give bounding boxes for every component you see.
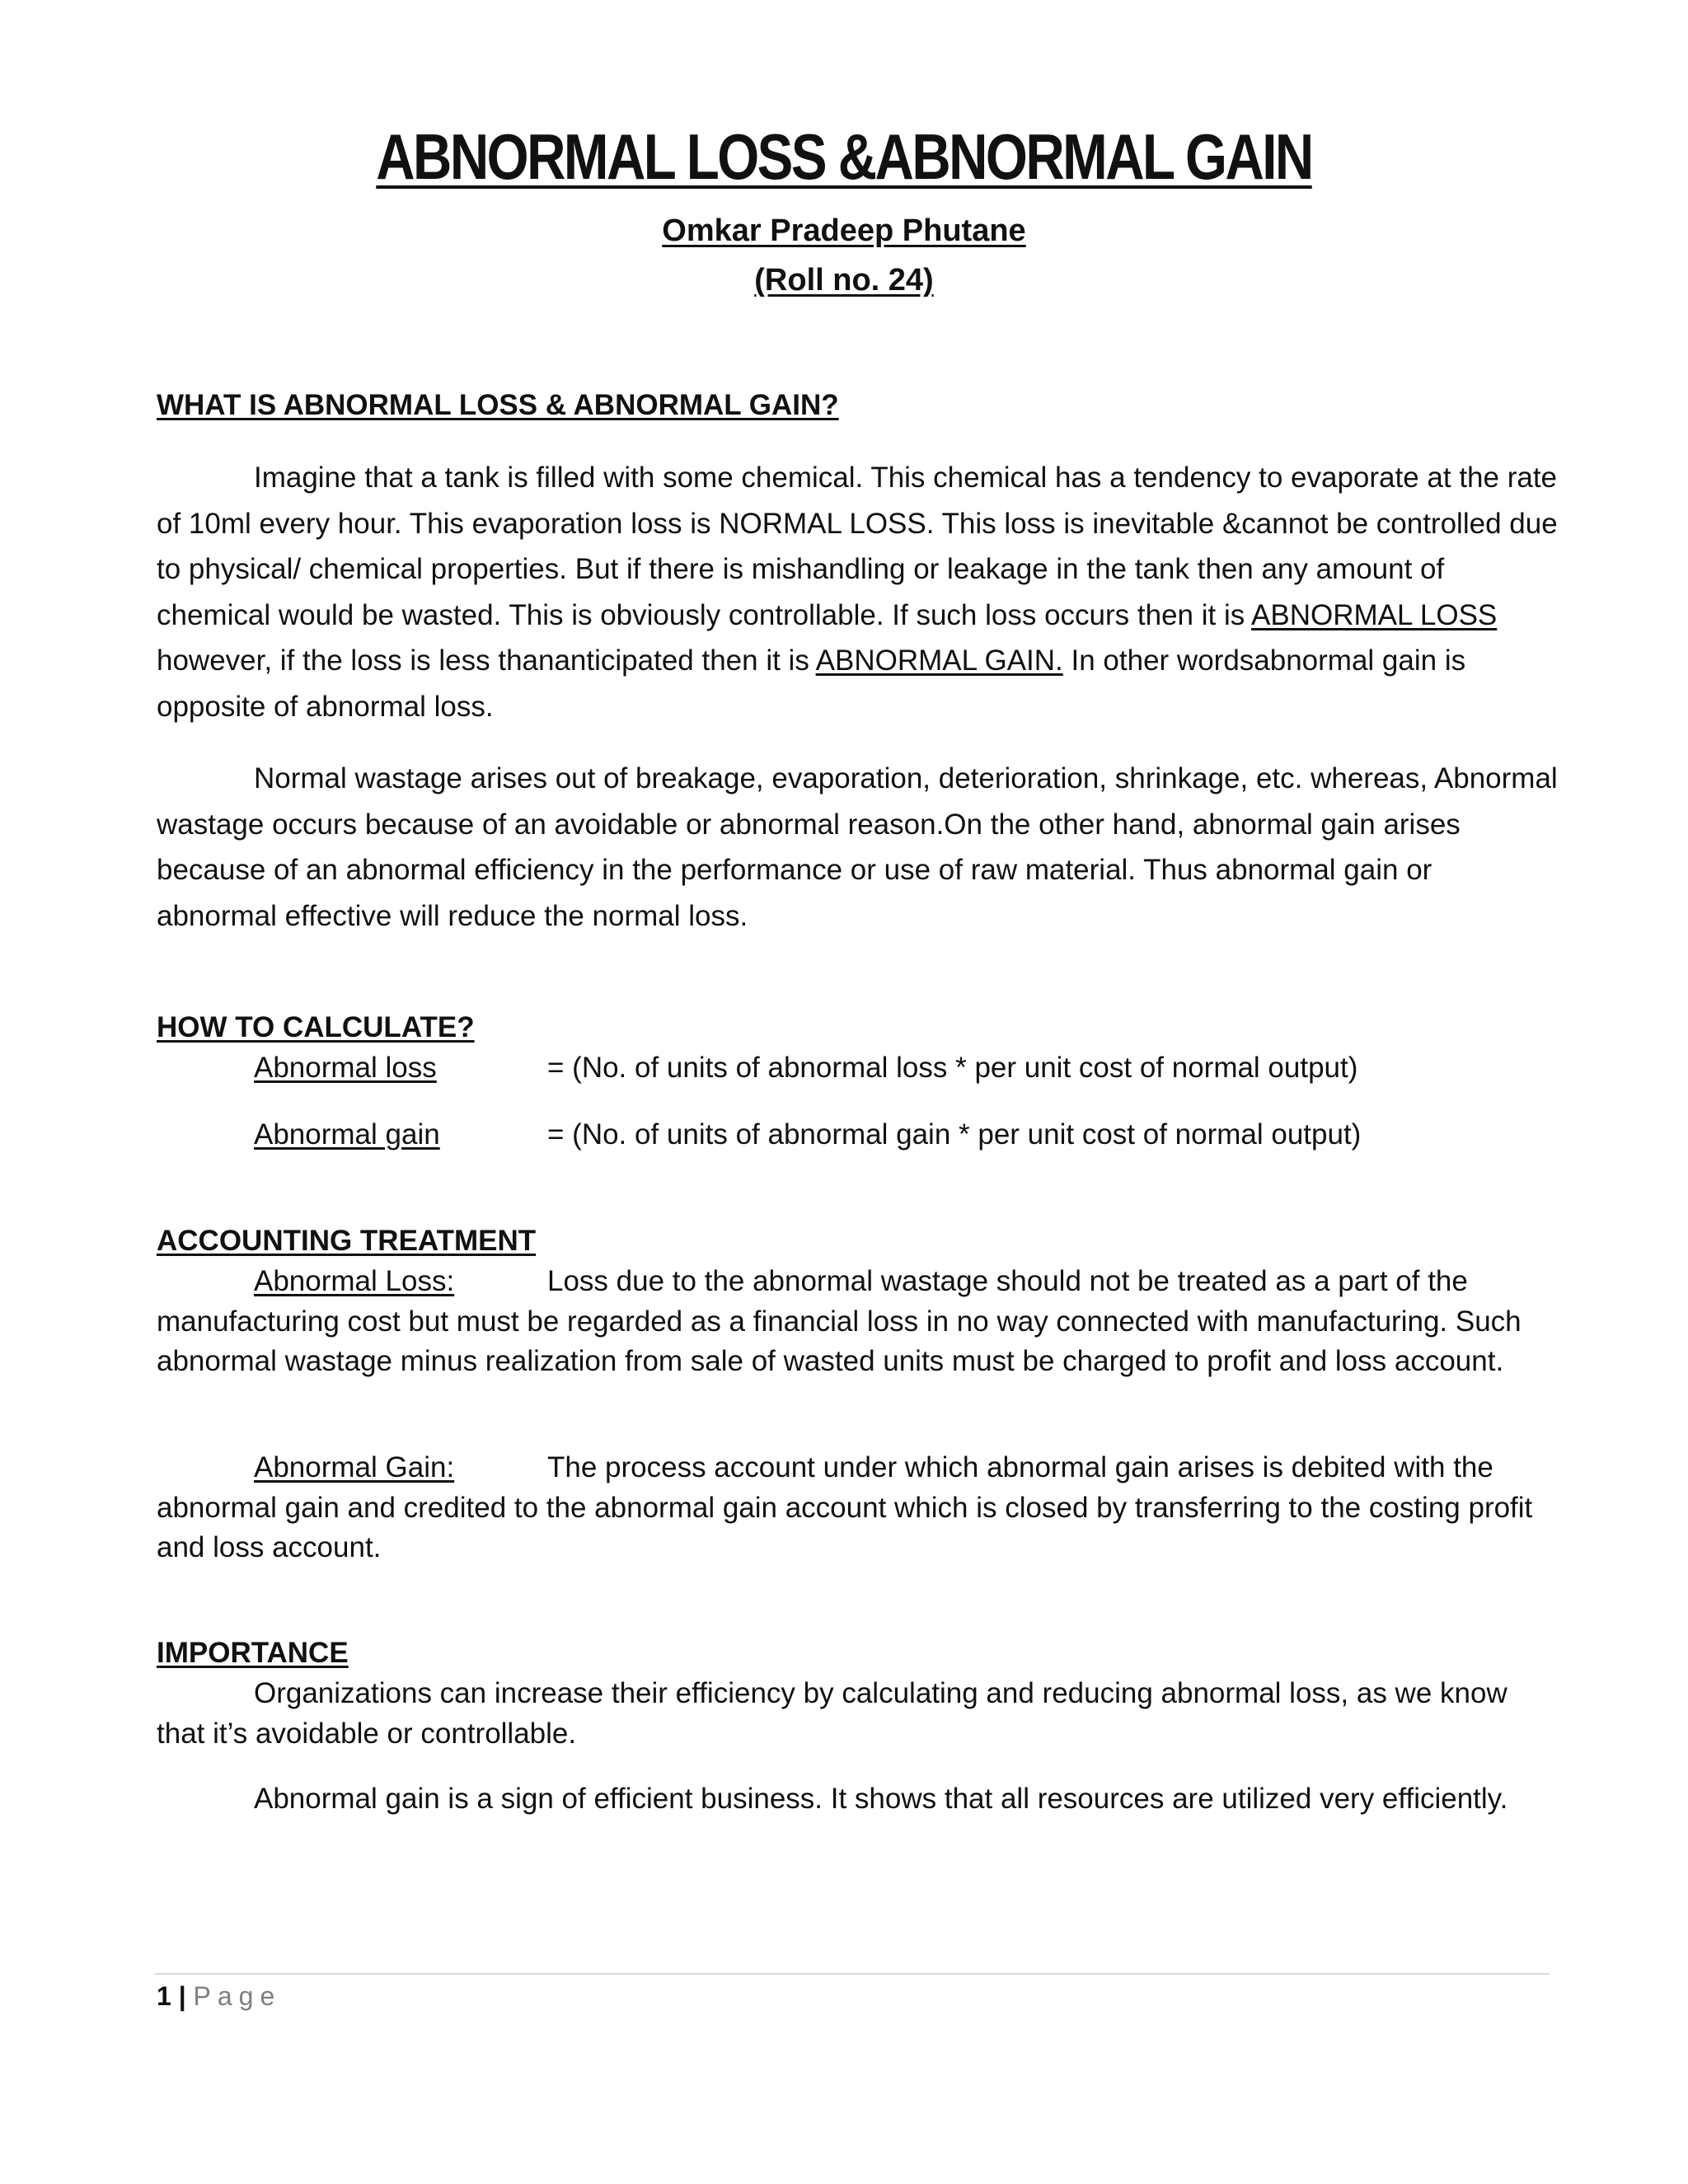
formula-label-gain: Abnormal gain: [254, 1118, 440, 1151]
abnormal-loss-term: ABNORMAL LOSS: [1251, 598, 1498, 631]
formula-abnormal-gain: [254, 1115, 1361, 1155]
footer-separator: |: [178, 1981, 186, 2011]
roll-number: (Roll no. 24): [754, 263, 934, 298]
footer-divider: [155, 1973, 1550, 1975]
formula-text-loss: = (No. of units of abnormal loss * per unit cost of normal output): [547, 1052, 1358, 1084]
label-abnormal-loss: Abnormal Loss:: [254, 1265, 455, 1297]
page-number: 1: [157, 1981, 171, 2011]
label-abnormal-gain: Abnormal Gain:: [254, 1451, 455, 1483]
heading-accounting-treatment: ACCOUNTING TREATMENT: [157, 1225, 537, 1257]
paragraph-what-is-2: Normal wastage arises out of breakage, evaporation, deterioration, shrinkage, etc. whereas, Abnormal wastage occurs because of an avoidable or abnormal reason.On the other hand, abnormal gain arises because of an abnormal efficiency in the performance or use of raw material. Thus abnormal gain or abnormal effective will reduce the normal loss.: [157, 762, 1558, 932]
paragraph-importance-2: Abnormal gain is a sign of efficient business. It shows that all resources are utilized very efficiently.: [254, 1783, 1508, 1815]
paragraph-importance-1: Organizations can increase their efficiency by calculating and reducing abnormal loss, as we know that it’s avoidable or controllable.: [157, 1677, 1507, 1750]
document-title: ABNORMAL LOSS &ABNORMAL GAIN: [376, 120, 1312, 193]
formula-abnormal-loss: [254, 1048, 1357, 1088]
author-name: Omkar Pradeep Phutane: [662, 213, 1026, 248]
heading-how-to-calculate: HOW TO CALCULATE?: [157, 1011, 475, 1043]
page-label: Page: [193, 1981, 282, 2011]
heading-what-is: WHAT IS ABNORMAL LOSS & ABNORMAL GAIN?: [157, 389, 839, 421]
paragraph-what-is-1: Imagine that a tank is filled with some chemical. This chemical has a tendency to evaporate at the rate of 10ml every hour. This evaporation loss is NORMAL LOSS. This loss is inevitable &cannot be controlled due to physical/ chemical properties. But if there is mishandling or leakage in the tank then any amount of chemical would be wasted. This is obviously controllable. If such loss occurs then it is ABNORMAL LOSS however, if the loss is less thananticipated then it is ABNORMAL GAIN. In other wordsabnormal gain is opposite of abnormal loss.: [157, 462, 1558, 723]
paragraph-abnormal-loss-treatment: Abnormal Loss: Loss due to the abnormal wastage should not be treated as a part of the manufacturing cost but must be regarded as a financial loss in no way connected with manufacturing. Such abnormal wastage minus realization from sale of wasted units must be charged to profit and loss account.: [157, 1265, 1522, 1377]
page-footer: [157, 1976, 281, 2016]
abnormal-gain-term: ABNORMAL GAIN.: [815, 644, 1063, 677]
formula-text-gain: = (No. of units of abnormal gain * per unit cost of normal output): [547, 1118, 1362, 1151]
formula-label-loss: Abnormal loss: [254, 1052, 437, 1084]
heading-importance: IMPORTANCE: [157, 1637, 349, 1669]
paragraph-abnormal-gain-treatment: Abnormal Gain: The process account under which abnormal gain arises is debited with the abnormal gain and credited to the abnormal gain account which is closed by transferring to the costing profit and loss account.: [157, 1451, 1533, 1563]
